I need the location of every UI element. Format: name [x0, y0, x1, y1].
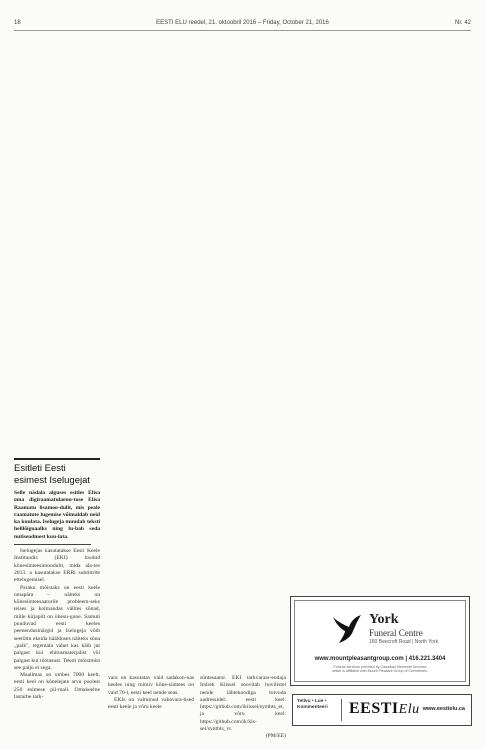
logo-main: EESTI [349, 700, 399, 717]
york-subtitle: Funeral Centre [369, 628, 423, 638]
york-title: York [369, 612, 399, 627]
fineprint-line: Funeral services provided by Canadian Memorial Services [333, 665, 427, 669]
york-address: 160 Beecroft Road | North York [369, 639, 439, 645]
article-top-rule [14, 458, 100, 460]
dove-icon [329, 611, 365, 647]
slogan-line: Kommenteeri [297, 705, 328, 710]
header-rule [14, 30, 471, 31]
article-column-3 [200, 675, 286, 741]
headline-line-1: Esitleti Eesti [14, 463, 66, 474]
page-header [14, 20, 471, 30]
logo-script: Elu [398, 702, 420, 717]
article-signature: (PM/EE) [265, 733, 286, 740]
article-paragraph: Maailmas on umbes 7000 keelt, eesti keel on kõnelejate arvu poolest 250 esimese pii-mail. Omakeelne lastarbe tark- [14, 672, 100, 701]
issue-number: Nr. 42 [454, 20, 471, 26]
york-funeral-ad [290, 596, 470, 686]
lead-divider [14, 544, 91, 545]
headline-line-2: esimest Iselugejat [14, 475, 91, 486]
ad-separator [341, 699, 342, 721]
article-paragraph: Iselugejas kasutatakse Eesti Keele Instituudis (EKI) loodud kõnesünteesimoodulit, mida ala-tes 2013. a kasutatakse ERRi subtiitrite ettelugemisel. [14, 548, 100, 584]
article-headline [14, 463, 104, 487]
article-paragraph: Paraku mõistaks on eesti keele omapära – näiteks on kõnesünteesaatorile probleem-seks teises ja kolmandas välites sõnad, mille kirjapilt on ühesu-gune. Samuti puuduvad eesti keeles peenendusmärgid ja Iselugeja võib seetõttu eksida häälduses näiteks sõna „palk", tegemata vahet kas käib jut palgast kui ehitusmaterjalist või palgast kui töötasust. Teksti mõistmist see palju ei sega. [14, 584, 100, 671]
eesti-elu-ad [292, 694, 472, 726]
header-date-line: EESTI ELU reedel, 21. oktoobril 2016 – Friday, October 21, 2016 [156, 20, 329, 26]
article-paragraph: süntesaator. EKI tarkvaraar-endaja Indrek Kiissel soovitab huvilistel nende lähtekoodiga tutvuda aadressidel: eesti keel: https://github.com/ikiissel/synthts_et, ja võru keel: https://github.com/ik/kis-sel/synthts_vr. [200, 675, 286, 733]
article-column-2 [108, 675, 194, 711]
article-paragraph: EKIs on valminud vabavara-lised eesti keele ja võru keele [108, 696, 194, 711]
eesti-elu-logo [349, 700, 420, 718]
york-fineprint [299, 665, 461, 674]
york-website-phone: www.mountpleasantgroup.com | 416.221.3404 [314, 656, 446, 662]
article-paragraph: vara on kasutatav vaid sadakon-nas keeles ning toimiv kõne-süntees on vaid 70-l, eesti keel nende seas. [108, 675, 194, 696]
page-number-left: 18 [14, 20, 21, 26]
article-lead: Selle nädala alguses esitles Elisa oma digiraamatulaenu-tuse Elisa Raamatu lisamoo-dulit, mis peale raamatute lugemise võimaldab neid ka kuulata. Iselugeja muudab teksti helilõiguaalks ning lu-bab seda nutiseadmest kuu-lata. [14, 490, 100, 540]
fineprint-line: which is affiliated with Mount Pleasant Group of Cemeteries. [332, 669, 428, 674]
ad-url: www.eestielu.ca [422, 706, 465, 712]
article-column-1 [14, 490, 100, 701]
ad-slogan [297, 699, 341, 711]
slogan-line: Tellvu • Lue • [297, 699, 327, 704]
